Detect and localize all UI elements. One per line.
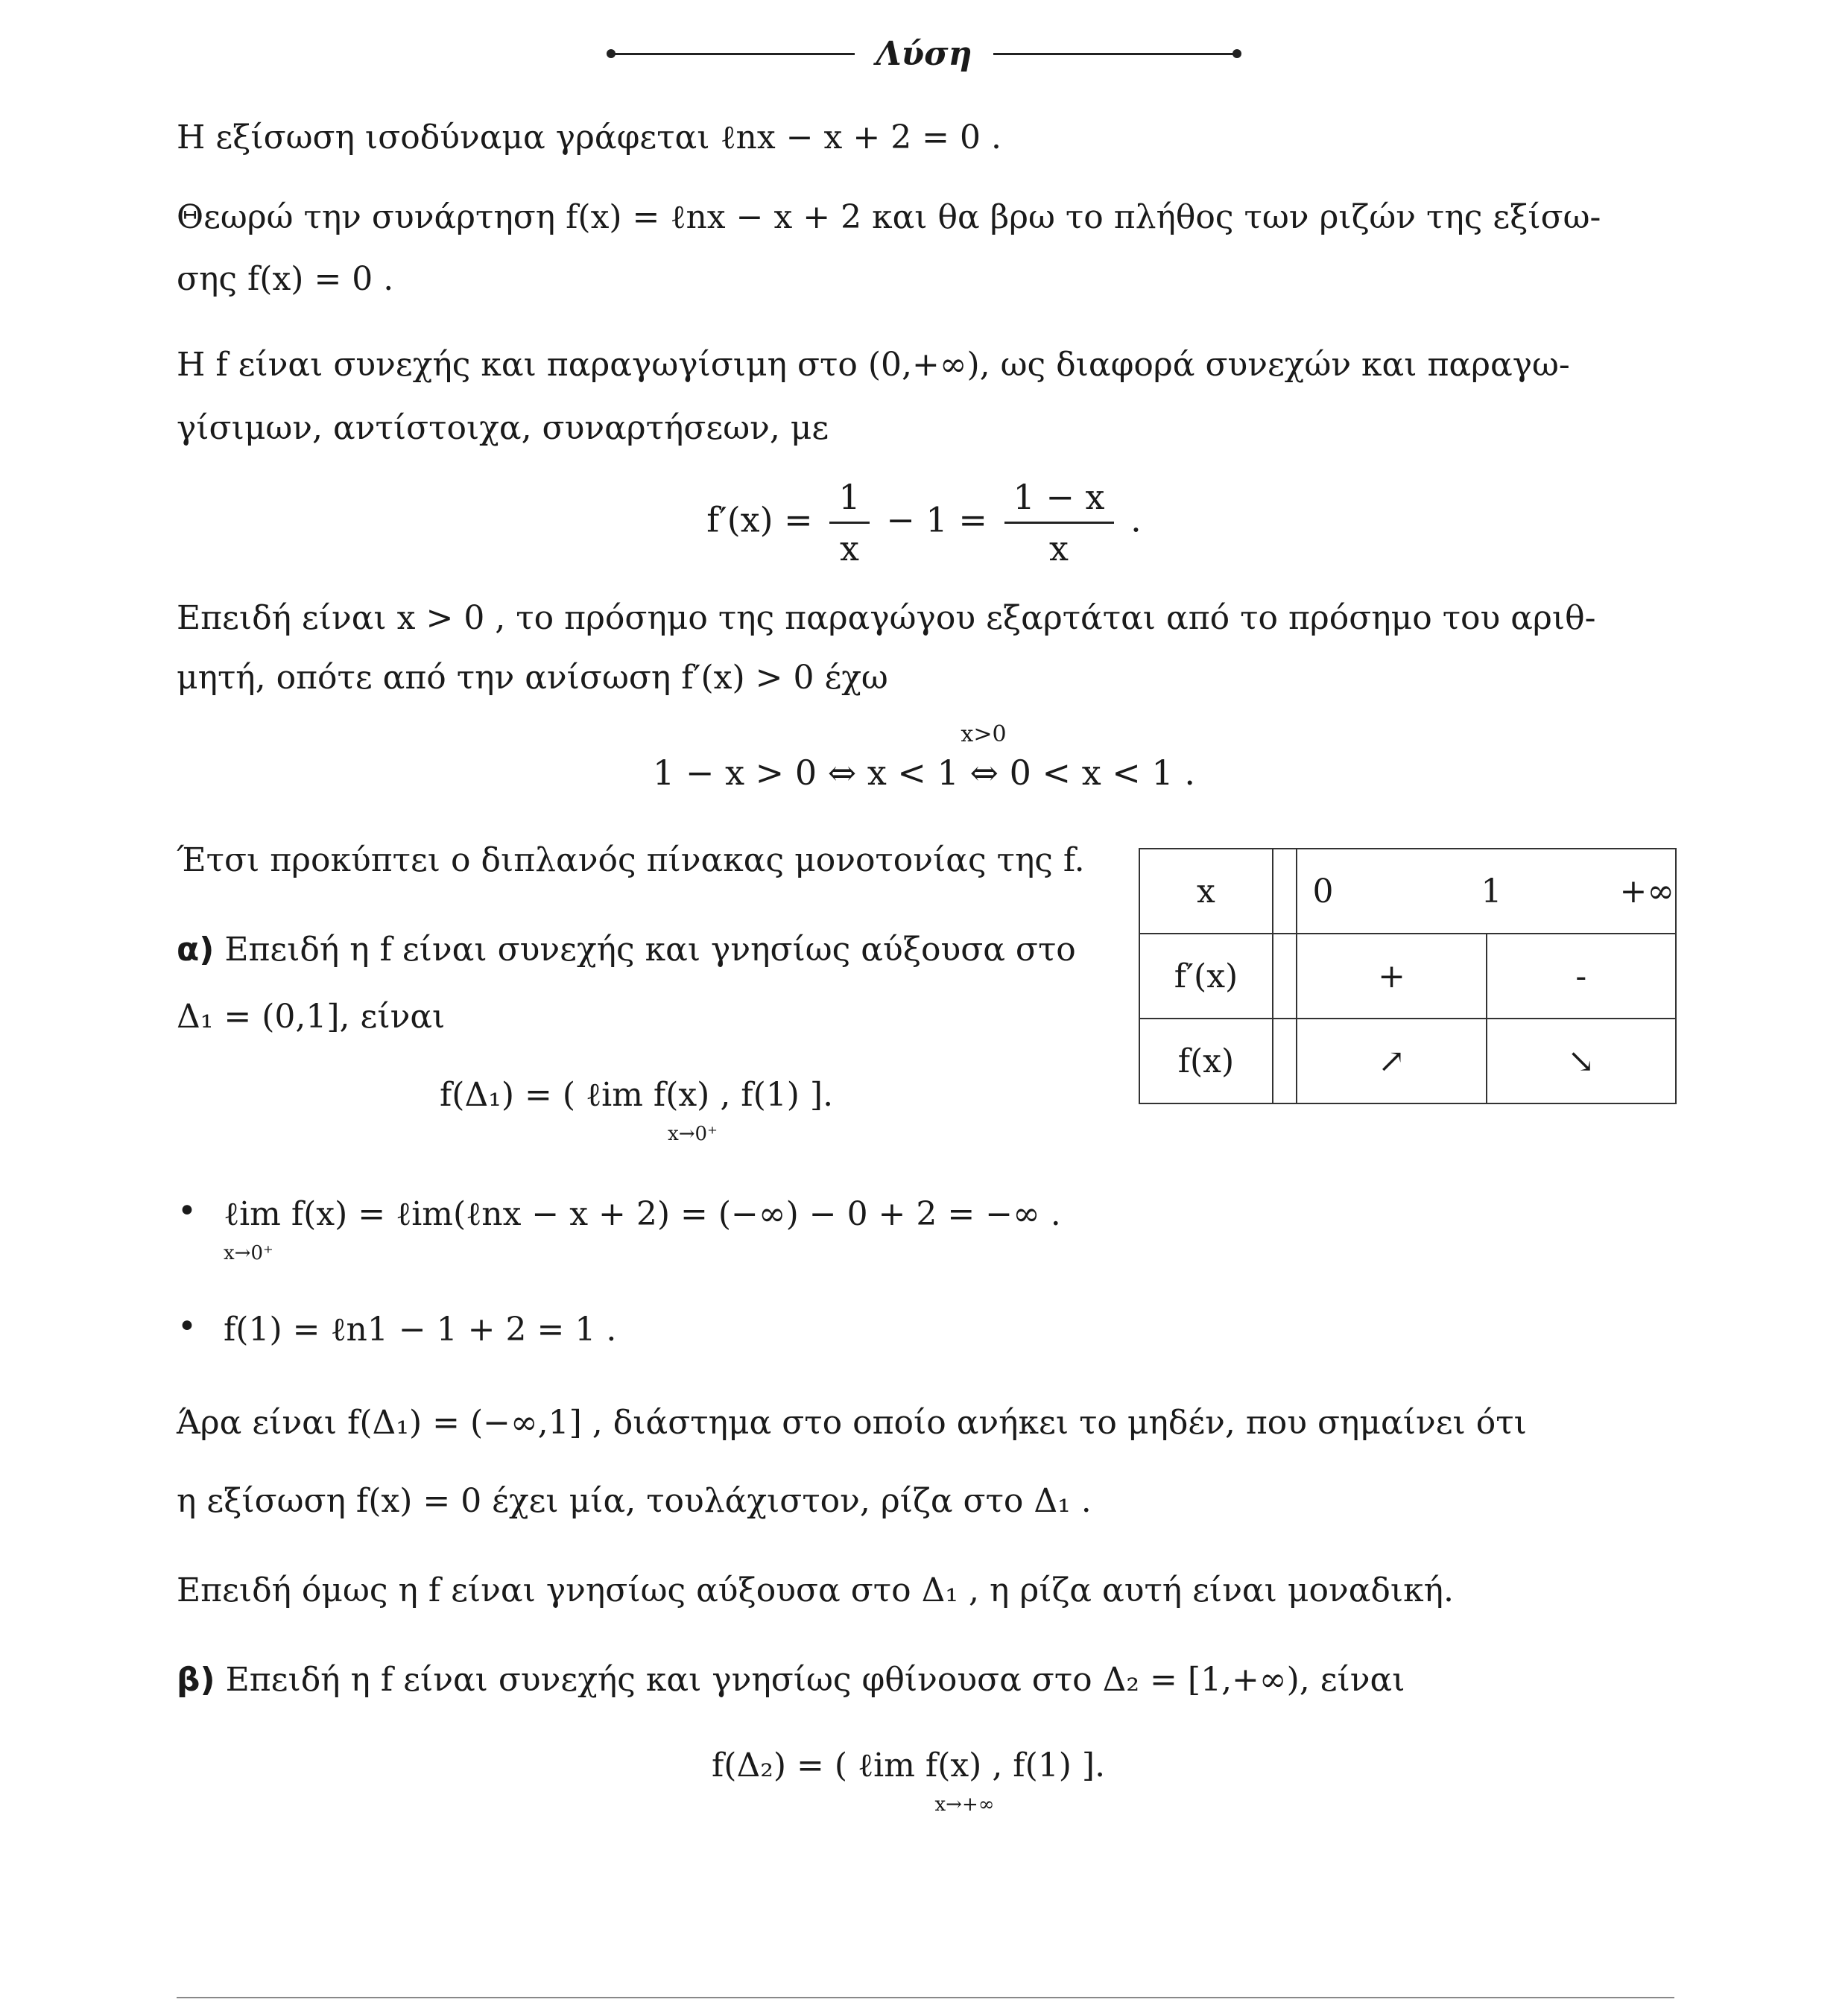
table-header-values: 0 1 +∞ [1297,849,1676,934]
paragraph-range-line1: Άρα είναι f(Δ₁) = (−∞,1] , διάστημα στο οποίο ανήκει το μηδέν, που σημαίνει ότι [177,1404,1527,1442]
fraction-one-over-x: $\frac{1}{x}$ [829,477,869,569]
part-b-text: Επειδή η f είναι συνεχής και γνησίως φθίνουσα στο Δ₂ = [1,+∞), είναι [225,1661,1405,1699]
solution-title: Λύση [876,34,972,73]
derivative-equation [0,477,1848,569]
heading-rule-right [993,53,1237,55]
table-label-derivative: f′(x) [1139,934,1273,1019]
part-a-text: Επειδή η f είναι συνεχής και γνησίως αύξουσα στο [224,931,1076,969]
derivative-end: . [1130,499,1142,540]
paragraph-sign-line2: μητή, οπότε από την ανίσωση f′(x) > 0 έχω [177,659,888,697]
solution-heading [611,30,1237,77]
decreasing-arrow-icon: ↘ [1487,1019,1676,1103]
paragraph-equation-rewrite: Η εξίσωση ισοδύναμα γράφεται ℓnx − x + 2 = 0 . [177,118,1002,156]
table-row [1139,934,1676,1019]
bullet-dot-1: • [177,1192,197,1230]
f-delta1-limit: ℓim f(x) , f(1) x→0⁺ [586,1076,800,1145]
table-label-function: f(x) [1139,1019,1273,1103]
derivative-lhs: f′(x) = [706,499,813,540]
derivative-sign-positive: + [1297,934,1486,1019]
paragraph-define-function-line2: σης f(x) = 0 . [177,260,394,298]
table-row [1139,1019,1676,1103]
f-delta2-equation: f(Δ₂) = ( ℓim f(x) , f(1) x→+∞ ]. [712,1744,1105,1788]
bullet-limit-computation: ℓim f(x) = ℓim(ℓnx − x + 2) = (−∞) − 0 + 2 = −∞ . x→0⁺ [224,1195,1061,1264]
f-delta2-limit: ℓim f(x) , f(1) x→+∞ [858,1746,1072,1816]
paragraph-continuity-line1: Η f είναι συνεχής και παραγωγίσιμη στο (0,+∞), ως διαφορά συνεχών και παραγω- [177,346,1570,384]
derivative-middle: − 1 = [886,499,987,540]
paragraph-range-line2: η εξίσωση f(x) = 0 έχει μία, τουλάχιστον, ρίζα στο Δ₁ . [177,1482,1092,1520]
part-a-line1 [177,928,1076,972]
paragraph-define-function-line1: Θεωρώ την συνάρτηση f(x) = ℓnx − x + 2 και θα βρω το πλήθος των ριζών της εξίσω- [177,198,1601,236]
monotonicity-table [1139,848,1677,1104]
part-b-line1 [177,1658,1405,1703]
derivative-sign-negative: - [1487,934,1676,1019]
bullet-f1-computation: f(1) = ℓn1 − 1 + 2 = 1 . [224,1311,617,1349]
inequality-condition: x>0 [961,721,1007,747]
f-delta1-equation: f(Δ₁) = ( ℓim f(x) , f(1) x→0⁺ ]. [440,1073,833,1118]
table-row [1139,849,1676,934]
part-b-label: β) [177,1661,215,1699]
paragraph-uniqueness: Επειδή όμως η f είναι γνησίως αύξουσα στο Δ₁ , η ρίζα αυτή είναι μοναδική. [177,1571,1455,1609]
inequality-chain: 1 − x > 0 ⇔ x < 1 ⇔ 0 < x < 1 . [653,753,1195,793]
fraction-one-minus-x-over-x: $\frac{1 - x}{x}$ [1004,477,1114,569]
paragraph-sign-line1: Επειδή είναι x > 0 , το πρόσημο της παραγώγου εξαρτάται από το πρόσημο του αριθ- [177,599,1596,637]
paragraph-table-intro: Έτσι προκύπτει ο διπλανός πίνακας μονοτονίας της f. [177,841,1085,879]
part-a-line2: Δ₁ = (0,1], είναι [177,998,446,1036]
part-a-label: α) [177,931,215,969]
heading-rule-left [611,53,855,55]
paragraph-continuity-line2: γίσιμων, αντίστοιχα, συναρτήσεων, με [177,409,829,447]
table-header-x: x [1139,849,1273,934]
increasing-arrow-icon: ↗ [1297,1019,1486,1103]
bullet-dot-2: • [177,1308,197,1346]
page-bottom-rule [177,1997,1674,1998]
